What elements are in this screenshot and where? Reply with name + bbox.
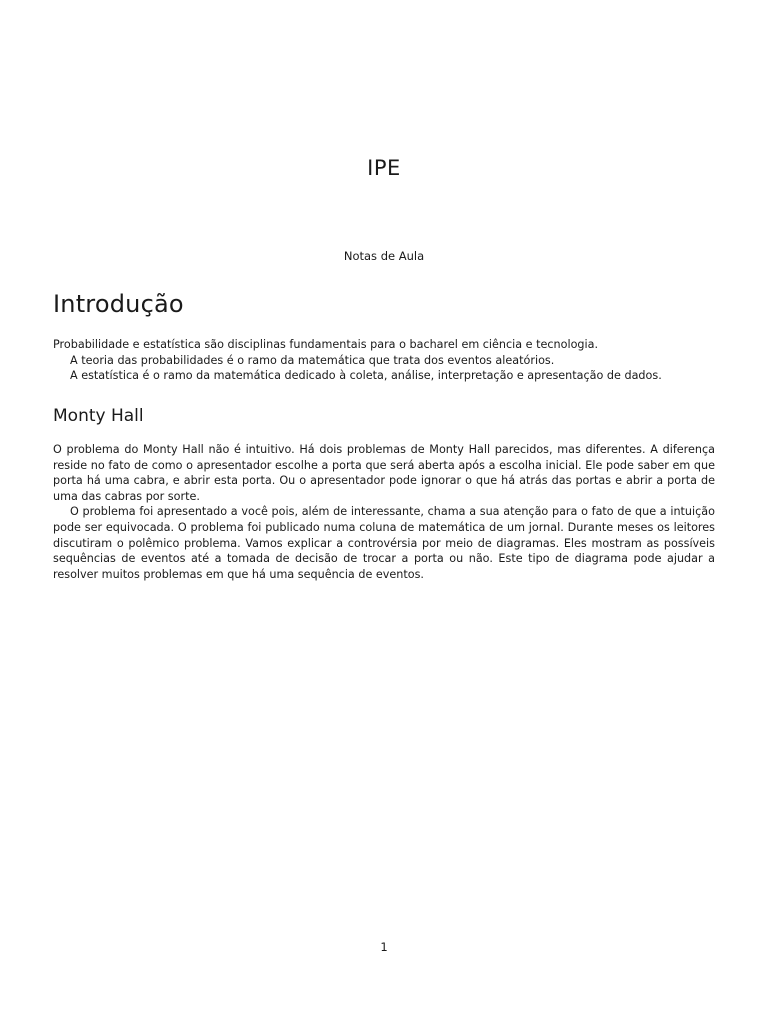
document-subtitle: Notas de Aula bbox=[343, 249, 425, 263]
monty-hall-body bbox=[53, 442, 715, 582]
intro-paragraph: Probabilidade e estatística são disciplinas fundamentais para o bacharel em ciência e tecnologia. bbox=[53, 338, 599, 351]
section-heading-introducao: Introdução bbox=[53, 290, 184, 318]
page-number: 1 bbox=[380, 940, 388, 954]
subsection-heading-monty-hall: Monty Hall bbox=[53, 406, 144, 426]
monty-hall-paragraph: O problema do Monty Hall não é intuitivo. Há dois problemas de Monty Hall parecidos, mas diferentes. A diferença reside no fato de como o apresentador escolhe a porta que será aberta após a escolha inicial. Ele pode saber em que porta há uma cabra, e abrir esta porta. Ou o apresentador pode ignorar o que há atrás das portas e abrir a porta de uma das cabras por sorte. bbox=[53, 443, 715, 503]
monty-hall-paragraph: O problema foi apresentado a você pois, além de interessante, chama a sua atenção para o fato de que a intuição pode ser equivocada. O problema foi publicado numa coluna de matemática de um jornal. Durante meses os leitores discutiram o polêmico problema. Vamos explicar a controvérsia por meio de diagramas. Eles mostram as possíveis sequências de eventos até a tomada de decisão de trocar a porta ou não. Este tipo de diagrama pode ajudar a resolver muitos problemas em que há uma sequência de eventos. bbox=[53, 505, 715, 581]
document-title: IPE bbox=[367, 156, 401, 180]
intro-paragraph: A teoria das probabilidades é o ramo da matemática que trata dos eventos aleatórios. bbox=[70, 353, 555, 367]
intro-body bbox=[53, 337, 715, 384]
intro-paragraph: A estatística é o ramo da matemática dedicado à coleta, análise, interpretação e apresentação de dados. bbox=[70, 369, 662, 383]
